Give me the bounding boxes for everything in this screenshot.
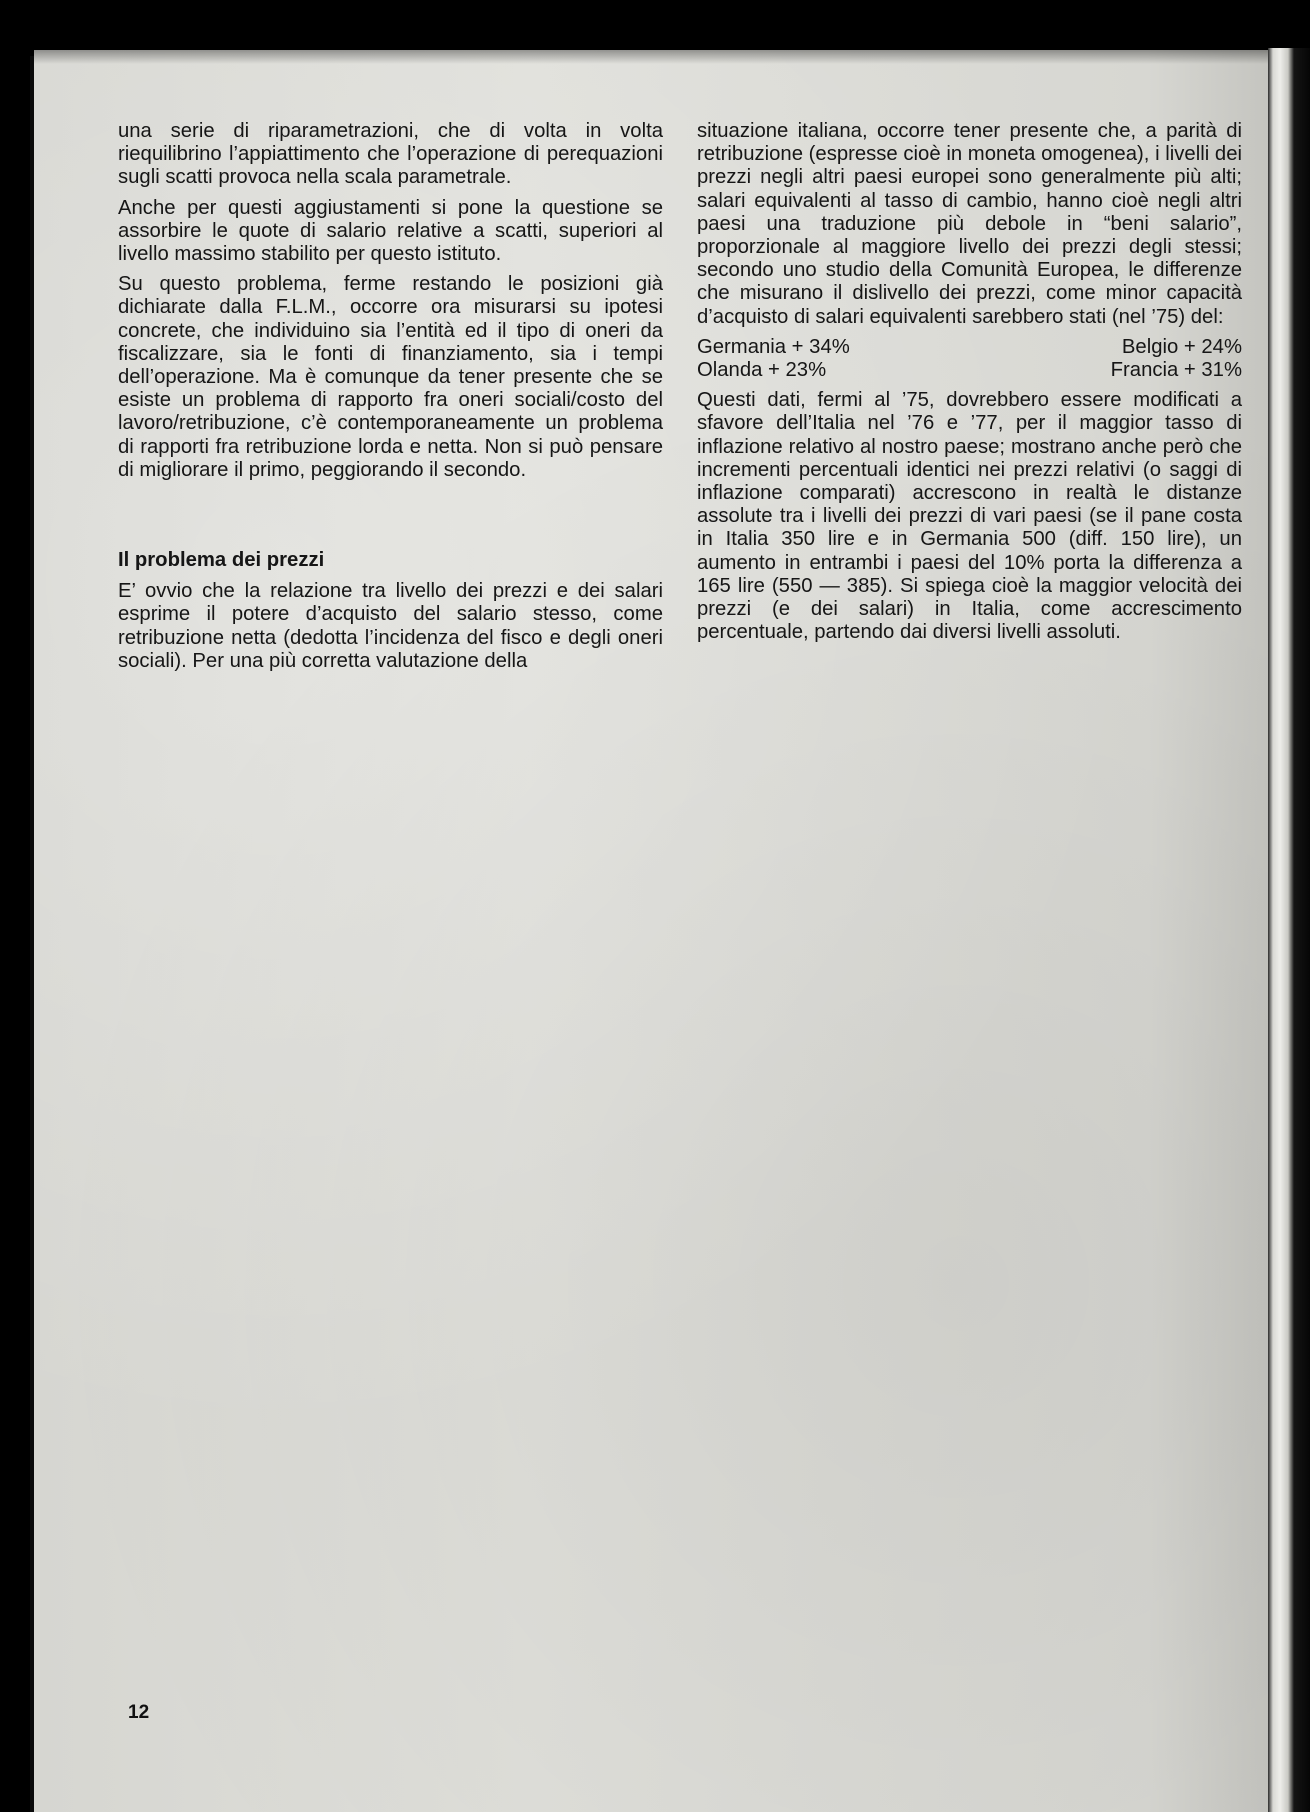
price-differences-row [697,359,1242,382]
scan-border-top [0,0,1310,56]
right-paragraph-1: situazione italiana, occorre tener presente che, a parità di retribuzione (espresse cioè in moneta omogenea), i livelli dei prezzi negli altri paesi europei sono generalmente più alti; salari equivalenti al tasso di cambio, hanno cioè negli altri paesi una traduzione più debole in “beni salario”, proporzionale al maggiore livello dei prezzi degli stessi; secondo uno studio della Comunità Europea, le differenze che misurano il dislivello dei prezzi, come minor capacità d’acquisto di salari equivalenti sarebbero stati (nel ’75) del: [697,120,1242,328]
section-paragraph: E’ ovvio che la relazione tra livello dei prezzi e dei salari esprime il potere d’acquisto del salario stesso, come retribuzione netta (dedotta l’incidenza del fisco e degli oneri sociali). Per una più corretta valutazione della [118,580,663,672]
price-difference-francia: Francia + 31% [1110,359,1242,382]
page-top-shadow [34,50,1272,64]
price-differences-row [697,336,1242,359]
price-difference-olanda: Olanda + 23% [697,359,827,382]
left-paragraph-2: Anche per questi aggiustamenti si pone la questione se assorbire le quote di salario relative a scatti, superiori al livello massimo stabilito per questo istituto. [118,196,663,266]
price-difference-germania: Germania + 34% [697,335,850,358]
left-paragraph-1: una serie di riparametrazioni, che di volta in volta riequilibrino l’appiattimento che l’operazione di perequazioni sugli scatti provoca nella scala parametrale. [118,120,663,189]
price-difference-belgio: Belgio + 24% [1121,335,1242,358]
right-column [697,120,1242,651]
left-paragraph-3: Su questo problema, ferme restando le posizioni già dichiarate dalla F.L.M., occorre ora misurarsi su ipotesi concrete, che individuino sia l’entità ed il tipo di oneri da fiscalizzare, sia le fonti di finanziamento, sia i tempi dell’operazione. Ma è comunque da tener presente che se esiste un problema di rapporto fra oneri sociali/costo del lavoro/retribuzione, c’è contemporaneamente un problema di rapporti fra retribuzione lorda e netta. Non si può pensare di migliorare il primo, peggiorando il secondo. [118,273,663,481]
section-heading: Il problema dei prezzi [118,549,325,572]
page-number: 12 [128,1702,150,1723]
left-column [118,120,663,680]
section-spacer [118,489,663,549]
scan-border-top-right [1160,30,1310,48]
right-paragraph-2: Questi dati, fermi al ’75, dovrebbero essere modificati a sfavore dell’Italia nel ’76 e ’77, per il maggior tasso di inflazione relativo al nostro paese; mostrano anche però che incrementi percentuali identici nei prezzi relativi (o saggi di inflazione comparati) accrescono in realtà le distanze assolute tra i livelli dei prezzi di vari paesi (se il pane costa in Italia 350 lire e in Germania 500 (diff. 150 lire), un aumento in entrambi i paesi del 10% porta la differenza a 165 lire (550 — 385). Si spiega cioè la maggior velocità dei prezzi (e dei salari) in Italia, come accrescimento percentuale, partendo dai diversi livelli assoluti. [697,389,1242,644]
scan-page-edge-right [1268,30,1310,1812]
price-differences-table [697,336,1242,382]
scan-border-left [0,0,30,1812]
